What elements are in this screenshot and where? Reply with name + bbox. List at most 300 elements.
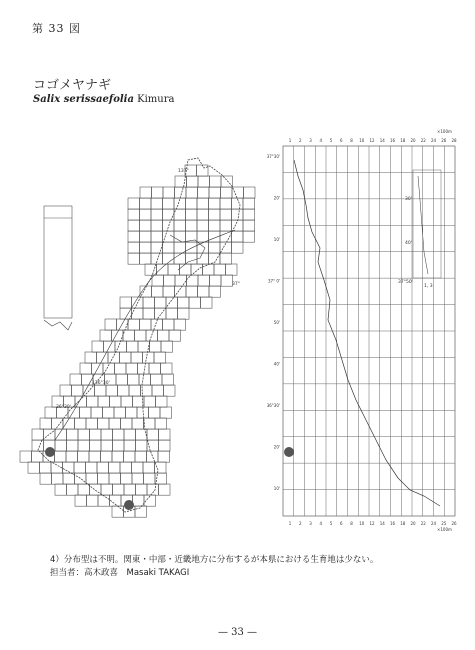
profile-trace — [294, 160, 440, 506]
mesh-cell — [97, 352, 109, 363]
mesh-cell — [89, 451, 101, 462]
inset-profile — [413, 170, 441, 278]
mesh-cell — [220, 220, 232, 231]
distribution-note: 4）分布型は不明。関東・中部・近畿地方に分布するが本県における生育地は少ない。 — [50, 555, 379, 565]
profile-lat-label: 50' — [273, 320, 280, 325]
mesh-cell — [124, 484, 136, 495]
mesh-cell — [180, 264, 192, 275]
mesh-cell — [244, 187, 256, 198]
mesh-cell — [112, 506, 124, 517]
mesh-cell — [140, 242, 152, 253]
mesh-cell — [156, 396, 168, 407]
page-number: — 33 — — [217, 627, 258, 638]
mesh-cell — [132, 418, 144, 429]
mesh-cell — [203, 264, 215, 275]
mesh-cell — [132, 473, 144, 484]
mesh-cell — [174, 242, 186, 253]
profile-top-tick-label: 3 — [309, 138, 312, 143]
mesh-cell — [101, 440, 113, 451]
mesh-cell — [140, 220, 152, 231]
mesh-cell — [78, 451, 90, 462]
mesh-cell — [221, 275, 233, 286]
mesh-cell — [197, 231, 209, 242]
mesh-cell — [75, 418, 87, 429]
mesh-cell — [243, 220, 255, 231]
mesh-cell — [174, 220, 186, 231]
mesh-cell — [140, 187, 152, 198]
mesh-cell — [55, 440, 67, 451]
mesh-cell — [98, 473, 110, 484]
inset-label-40: 40' — [405, 241, 412, 246]
mesh-cell — [143, 352, 155, 363]
mesh-cell — [169, 330, 181, 341]
mesh-cell — [160, 407, 172, 418]
mesh-cell — [138, 363, 150, 374]
author-line: 担当者：高木政喜 Masaki TAKAGI — [50, 568, 190, 578]
mesh-cell — [109, 418, 121, 429]
mesh-cell — [210, 275, 222, 286]
mesh-cell — [124, 429, 136, 440]
mesh-cell — [66, 451, 78, 462]
profile-top-tick-label: 28 — [451, 138, 457, 143]
mesh-cell — [101, 451, 113, 462]
mesh-cell — [163, 198, 175, 209]
mesh-cell — [154, 352, 166, 363]
mesh-cell — [143, 462, 155, 473]
mesh-cell — [104, 341, 116, 352]
mesh-cell — [121, 418, 133, 429]
mesh-cell — [151, 231, 163, 242]
mesh-cell — [151, 209, 163, 220]
mesh-cell — [112, 330, 124, 341]
mesh-cell — [124, 451, 136, 462]
mesh-cell — [90, 484, 102, 495]
mesh-cell — [20, 451, 32, 462]
profile-bottom-tick-label: 26 — [451, 521, 457, 526]
mesh-cell — [144, 473, 156, 484]
mesh-cell — [163, 286, 175, 297]
mesh-cell — [60, 385, 72, 396]
scientific-author: Kimura — [137, 94, 175, 105]
mesh-cell — [163, 187, 175, 198]
mesh-cell — [209, 286, 221, 297]
mesh-cell — [201, 297, 213, 308]
label-lat-37: 37° — [232, 282, 240, 287]
mesh-cell — [191, 264, 203, 275]
mesh-cell — [106, 385, 118, 396]
mesh-cell — [114, 407, 126, 418]
mesh-cell — [161, 341, 173, 352]
mesh-cell — [147, 440, 159, 451]
mesh-cell — [136, 429, 148, 440]
mesh-cell — [86, 462, 98, 473]
mesh-cell — [232, 242, 244, 253]
mesh-cell — [32, 451, 44, 462]
inset-label-37-50: 37°50' — [398, 280, 413, 285]
profile-bottom-tick-label: 14 — [379, 521, 385, 526]
mesh-cell — [91, 407, 103, 418]
mesh-cell — [143, 297, 155, 308]
mesh-cell — [159, 440, 171, 451]
mesh-cell — [198, 286, 210, 297]
mesh-cell — [232, 209, 244, 220]
mesh-cell — [166, 297, 178, 308]
mesh-cell — [80, 363, 92, 374]
mesh-cell — [220, 253, 232, 264]
mesh-cell — [110, 396, 122, 407]
mesh-cell — [220, 209, 232, 220]
mesh-cell — [67, 429, 79, 440]
mesh-cell — [113, 429, 125, 440]
mesh-cell — [197, 242, 209, 253]
profile-bottom-tick-label: 18 — [400, 521, 406, 526]
mesh-cell — [187, 275, 199, 286]
profile-bottom-tick-label: 22 — [420, 521, 426, 526]
mesh-cell — [92, 363, 104, 374]
mesh-cell — [115, 341, 127, 352]
mesh-cell — [32, 429, 44, 440]
profile-top-tick-label: 8 — [350, 138, 353, 143]
mesh-cell — [92, 341, 104, 352]
mesh-cell — [118, 385, 130, 396]
mesh-cell — [80, 407, 92, 418]
mesh-cell — [52, 473, 64, 484]
profile-bottom-tick-label: 16 — [389, 521, 396, 526]
profile-lat-label: 37° 0' — [267, 278, 280, 284]
profile-top-tick-label: 4 — [319, 138, 323, 143]
mesh-cell — [75, 473, 87, 484]
mesh-cell — [86, 473, 98, 484]
mesh-cell — [159, 484, 171, 495]
profile-top-tick-label: 22 — [420, 138, 426, 143]
mesh-cell — [139, 374, 151, 385]
profile-top-tick-label: 1 — [288, 138, 292, 143]
mesh-cell — [159, 429, 171, 440]
mesh-cell — [214, 264, 226, 275]
mesh-cell — [109, 473, 121, 484]
mesh-cell — [155, 418, 167, 429]
profile-bottom-tick-label: 6 — [340, 521, 343, 526]
mesh-cell — [55, 484, 67, 495]
mesh-cell — [123, 330, 135, 341]
profile-bottom-tick-label: 10 — [359, 521, 365, 526]
mesh-cell — [163, 319, 175, 330]
mesh-cell — [135, 506, 147, 517]
profile-bottom-tick-label: 2 — [299, 521, 302, 526]
mesh-cell — [158, 330, 170, 341]
mesh-cell — [128, 209, 140, 220]
profile-bottom-tick-label: 4 — [319, 521, 323, 526]
mesh-cell — [232, 187, 244, 198]
mesh-cell — [72, 385, 84, 396]
mesh-cell — [151, 242, 163, 253]
mesh-cell — [151, 220, 163, 231]
profile-bottom-tick-label: 25 — [441, 521, 447, 526]
mesh-cell — [158, 451, 170, 462]
mesh-cell — [132, 308, 144, 319]
mesh-cell — [152, 275, 164, 286]
mesh-cell — [221, 176, 233, 187]
mesh-cell — [128, 374, 140, 385]
mesh-cell — [28, 462, 40, 473]
mesh-cell — [197, 220, 209, 231]
mesh-cell — [145, 264, 157, 275]
mesh-cell — [120, 297, 132, 308]
profile-top-tick-label: 2 — [299, 138, 302, 143]
mesh-cell — [113, 484, 125, 495]
mesh-cell — [126, 363, 138, 374]
profile-top-unit: ×100m — [437, 129, 452, 134]
mesh-cell — [161, 363, 173, 374]
elevation-profile-panel — [283, 146, 455, 516]
mesh-cell — [90, 429, 102, 440]
mesh-cell — [175, 275, 187, 286]
mesh-cell — [95, 385, 107, 396]
mesh-cell — [175, 286, 187, 297]
profile-top-tick-label: 16 — [389, 138, 396, 143]
mesh-cell — [197, 198, 209, 209]
mesh-cell — [144, 396, 156, 407]
mesh-cell — [166, 308, 178, 319]
mesh-cell — [210, 176, 222, 187]
profile-top-tick-label: 24 — [430, 138, 437, 143]
profile-bottom-tick-label: 20 — [410, 521, 416, 526]
mesh-cell — [32, 440, 44, 451]
mesh-cell — [189, 297, 201, 308]
mesh-cell — [178, 297, 190, 308]
mesh-cell — [103, 407, 115, 418]
mesh-cell — [128, 242, 140, 253]
prefecture-boundary-inland — [170, 235, 205, 270]
profile-top-tick-label: 18 — [400, 138, 406, 143]
profile-bottom-tick-label: 5 — [329, 521, 333, 526]
mesh-cell — [151, 374, 163, 385]
mesh-cell — [126, 407, 138, 418]
mesh-cell — [105, 319, 117, 330]
mesh-cell — [163, 220, 175, 231]
mesh-cell — [140, 319, 152, 330]
occurrence-marker-south — [124, 500, 134, 510]
profile-bottom-tick-label: 8 — [350, 521, 353, 526]
profile-lat-label: 20' — [273, 444, 280, 450]
mesh-cell — [127, 341, 139, 352]
mesh-cell — [243, 198, 255, 209]
latitude-curve — [55, 230, 235, 440]
mesh-cell — [128, 198, 140, 209]
profile-lat-label: 10' — [273, 237, 280, 242]
label-lon-137: 137° — [178, 169, 189, 174]
profile-occurrence-marker — [284, 447, 294, 457]
mesh-cell — [146, 330, 158, 341]
mesh-cell — [101, 484, 113, 495]
mesh-cell — [232, 220, 244, 231]
mesh-cell — [67, 440, 79, 451]
mesh-cell — [232, 231, 244, 242]
mesh-cell — [116, 374, 128, 385]
mesh-cell — [178, 308, 190, 319]
mesh-cell — [174, 319, 186, 330]
mesh-cell — [157, 264, 169, 275]
mesh-cell — [164, 275, 176, 286]
mesh-cell — [97, 462, 109, 473]
species-japanese-name: コゴメヤナギ — [33, 78, 112, 93]
profile-top-tick-label: 6 — [340, 138, 343, 143]
mesh-cell — [140, 209, 152, 220]
mesh-cell — [87, 396, 99, 407]
inset-small-map — [44, 206, 72, 330]
mesh-cell — [101, 429, 113, 440]
mesh-cell — [150, 341, 162, 352]
mesh-cell — [67, 484, 79, 495]
mesh-cell — [149, 407, 161, 418]
mesh-cell — [40, 473, 52, 484]
mesh-cell — [221, 187, 233, 198]
mesh-cell — [147, 484, 159, 495]
mesh-cell — [220, 198, 232, 209]
profile-top-tick-label: 26 — [441, 138, 447, 143]
mesh-cell — [186, 242, 198, 253]
mesh-cell — [78, 484, 90, 495]
mesh-cell — [133, 495, 145, 506]
mesh-cell — [232, 198, 244, 209]
mesh-cell — [131, 352, 143, 363]
mesh-cell — [75, 495, 87, 506]
mesh-cell — [112, 451, 124, 462]
mesh-cell — [147, 451, 159, 462]
mesh-cell — [147, 429, 159, 440]
mesh-cell — [186, 220, 198, 231]
mesh-cell — [243, 231, 255, 242]
mesh-cell — [98, 396, 110, 407]
mesh-cell — [144, 418, 156, 429]
mesh-cell — [143, 308, 155, 319]
mesh-cell — [87, 495, 99, 506]
mesh-cell — [100, 330, 112, 341]
mesh-cell — [163, 242, 175, 253]
profile-top-tick-label: 5 — [329, 138, 333, 143]
mesh-cell — [128, 220, 140, 231]
mesh-cell — [120, 462, 132, 473]
mesh-cell — [63, 418, 75, 429]
mesh-cell — [55, 429, 67, 440]
mesh-cell — [209, 209, 221, 220]
profile-bottom-unit: ×100m — [437, 527, 452, 532]
profile-lat-label: 36°30' — [266, 403, 280, 408]
mesh-cell — [164, 385, 176, 396]
profile-bottom-tick-label: 3 — [309, 521, 312, 526]
mesh-cell — [140, 231, 152, 242]
mesh-cell — [209, 242, 221, 253]
mesh-cell — [98, 418, 110, 429]
mesh-cell — [197, 165, 209, 176]
mesh-cell — [152, 187, 164, 198]
mesh-cell — [226, 264, 238, 275]
label-lat-36-30: 36°30' — [56, 405, 71, 410]
mesh-cell — [135, 330, 147, 341]
mesh-cell — [155, 297, 167, 308]
mesh-cell — [128, 231, 140, 242]
mesh-cell — [186, 286, 198, 297]
mesh-cell — [198, 275, 210, 286]
mesh-cell — [86, 418, 98, 429]
mesh-cell — [40, 418, 52, 429]
mesh-cell — [63, 473, 75, 484]
mesh-cell — [70, 374, 82, 385]
mesh-cell — [152, 286, 164, 297]
mesh-cell — [151, 198, 163, 209]
figure-label: 第 33 図 — [32, 22, 81, 35]
mesh-cell — [136, 484, 148, 495]
mesh-cell — [135, 451, 147, 462]
mesh-cell — [78, 440, 90, 451]
mesh-cell — [198, 187, 210, 198]
mesh-cell — [113, 440, 125, 451]
profile-bottom-tick-label: 24 — [430, 521, 437, 526]
mesh-cell — [124, 440, 136, 451]
mesh-cell — [198, 176, 210, 187]
mesh-cell — [108, 352, 120, 363]
mesh-cell — [121, 396, 133, 407]
mesh-cell — [149, 363, 161, 374]
mesh-cell — [163, 209, 175, 220]
occurrence-marker-west — [45, 447, 55, 457]
mesh-cell — [186, 187, 198, 198]
profile-lat-label: 10' — [273, 486, 280, 491]
profile-lat-label: 20' — [273, 195, 280, 201]
mesh-cell — [109, 462, 121, 473]
mesh-cell — [152, 385, 164, 396]
mesh-cell — [115, 363, 127, 374]
mesh-cell — [140, 198, 152, 209]
mesh-cell — [55, 451, 67, 462]
mesh-cell — [129, 385, 141, 396]
mesh-cell — [186, 209, 198, 220]
mesh-cell — [120, 352, 132, 363]
mesh-cell — [187, 176, 199, 187]
profile-bottom-tick-label: 1 — [288, 521, 292, 526]
mesh-cell — [186, 198, 198, 209]
mesh-cell — [136, 440, 148, 451]
mesh-cell — [85, 352, 97, 363]
scientific-name: Salix serissaefolia — [33, 94, 134, 105]
mesh-cell — [155, 462, 167, 473]
mesh-cell — [243, 209, 255, 220]
profile-bottom-tick-label: 12 — [369, 521, 375, 526]
mesh-cell — [128, 319, 140, 330]
inset-scale: 1, 3 — [424, 284, 433, 289]
mesh-cell — [209, 187, 221, 198]
mesh-cell — [209, 198, 221, 209]
mesh-cell — [132, 462, 144, 473]
label-lon-136-30: 136°30' — [92, 381, 110, 386]
mesh-cell — [78, 429, 90, 440]
mesh-cell — [40, 462, 52, 473]
mesh-cell — [197, 209, 209, 220]
profile-top-tick-label: 12 — [369, 138, 375, 143]
mesh-cell — [140, 253, 152, 264]
profile-top-tick-label: 20 — [410, 138, 416, 143]
mesh-cell — [128, 253, 140, 264]
mesh-cell — [74, 462, 86, 473]
mesh-cell — [90, 440, 102, 451]
mesh-cell — [162, 374, 174, 385]
profile-lat-label: 40' — [273, 361, 280, 367]
prefecture-coastline — [38, 158, 240, 512]
mesh-cell — [44, 429, 56, 440]
mesh-cell — [168, 264, 180, 275]
mesh-cell — [121, 473, 133, 484]
profile-top-tick-label: 10 — [359, 138, 365, 143]
